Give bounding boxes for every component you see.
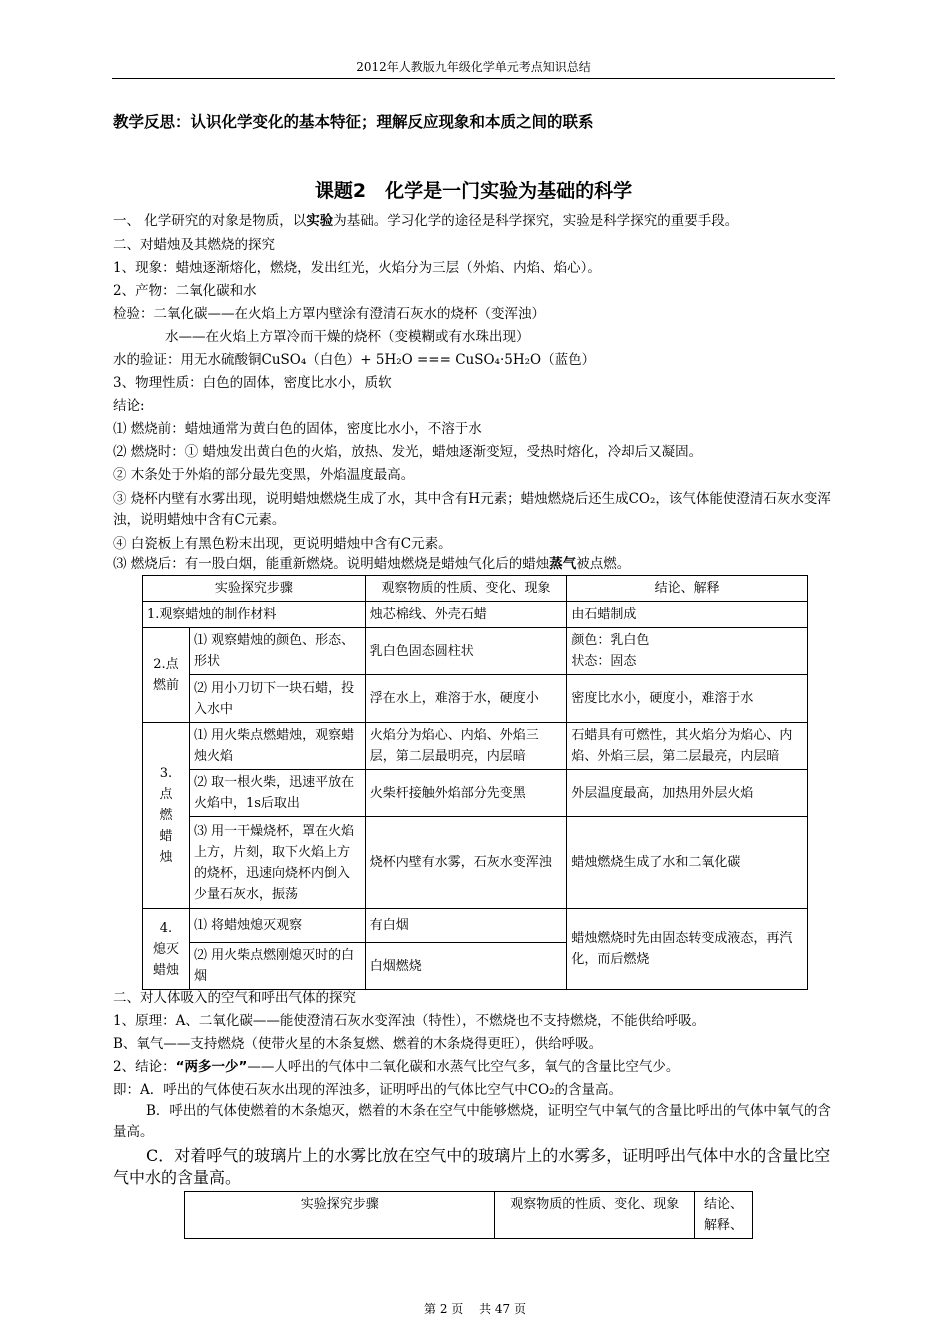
table-cell: 外层温度最高，加热用外层火焰 — [567, 770, 808, 817]
paragraph-note-4: ④ 白瓷板上有黑色粉末出现，更说明蜡烛中含有C元素。 — [113, 536, 452, 552]
teaching-reflection: 教学反思：认识化学变化的基本特征；理解反应现象和本质之间的联系 — [113, 113, 594, 131]
group-cell: 3. 点 燃 蜡 烛 — [143, 723, 190, 909]
paragraph-after-burning: ⑶ 燃烧后：有一股白烟，能重新燃烧。说明蜡烛燃烧是蜡烛气化后的蜡烛蒸气被点燃。 — [113, 556, 631, 572]
table-cell: 白烟燃烧 — [365, 943, 567, 990]
paragraph-point-a: 即：A．呼出的气体使石灰水出现的浑浊多，证明呼出的气体比空气中CO₂的含量高。 — [113, 1082, 623, 1098]
table-cell: 烧杯内壁有水雾，石灰水变浑浊 — [365, 817, 567, 909]
table-header: 结论、 解释、 — [695, 1192, 753, 1239]
table-cell: 蜡烛燃烧生成了水和二氧化碳 — [567, 817, 808, 909]
lesson-title: 课题2 化学是一门实验为基础的科学 — [314, 180, 633, 202]
paragraph-test-co2: 检验：二氧化碳——在火焰上方罩内壁涂有澄清石灰水的烧杯（变浑浊） — [113, 306, 545, 322]
candle-experiment-table — [142, 575, 808, 990]
paragraph-while-burning: ⑵ 燃烧时：① 蜡烛发出黄白色的火焰，放热、发光，蜡烛逐渐变短，受热时熔化，冷却后又凝固。 — [113, 444, 703, 460]
table-header: 实验探究步骤 — [143, 576, 366, 602]
table-cell: 乳白色固态圆柱状 — [365, 628, 567, 675]
table-cell: 有白烟 — [365, 909, 567, 943]
paragraph-physical: 3、物理性质：白色的固体，密度比水小，质软 — [113, 375, 392, 391]
table-cell: ⑴ 将蜡烛熄灭观察 — [189, 909, 365, 943]
paragraph-point-b: B．呼出的气体使燃着的木条熄灭，燃着的木条在空气中能够燃烧，证明空气中氧气的含量比呼出的气体中氧气的含量高。 — [113, 1103, 831, 1140]
paragraph-water-check: 水的验证：用无水硫酸铜CuSO₄（白色）+ 5H₂O === CuSO₄·5H₂O（蓝色） — [113, 352, 596, 368]
paragraph-principle-b: B、氧气——支持燃烧（使带火星的木条复燃、燃着的木条烧得更旺），供给呼吸。 — [113, 1036, 603, 1052]
table-cell: 蜡烛燃烧时先由固态转变成液态，再汽化，而后燃烧 — [567, 909, 808, 990]
paragraph-test-water: 水——在火焰上方罩冷而干燥的烧杯（变模糊或有水珠出现） — [165, 329, 530, 345]
group-cell: 2.点燃前 — [143, 628, 190, 723]
paragraph-note-2: ② 木条处于外焰的部分最先变黑，外焰温度最高。 — [113, 467, 415, 483]
paragraph-point-c: C．对着呼气的玻璃片上的水雾比放在空气中的玻璃片上的水雾多，证明呼出气体中水的含量比空气中水的含量高。 — [113, 1146, 831, 1187]
section-heading: 二、对蜡烛及其燃烧的探究 — [113, 237, 275, 253]
table-cell: ⑶ 用一干燥烧杯，罩在火焰上方，片刻，取下火焰上方的烧杯，迅速向烧杯内倒入少量石灰水，振荡 — [189, 817, 365, 909]
paragraph-1: 一、 化学研究的对象是物质，以实验为基础。学习化学的途径是科学探究，实验是科学探究的重要手段。 — [113, 213, 739, 229]
paragraph-note-3: ③ 烧杯内壁有水雾出现，说明蜡烛燃烧生成了水，其中含有H元素；蜡烛燃烧后还生成CO₂，该气体能使澄清石灰水变浑浊，说明蜡烛中含有C元素。 — [113, 491, 831, 528]
table-cell: ⑵ 取一根火柴，迅速平放在火焰中，1s后取出 — [189, 770, 365, 817]
table-cell: 密度比水小，硬度小，难溶于水 — [567, 675, 808, 723]
table-cell: 火柴杆接触外焰部分先变黑 — [365, 770, 567, 817]
table-cell: ⑴ 用火柴点燃蜡烛，观察蜡烛火焰 — [189, 723, 365, 770]
paragraph-principle-a: 1、原理：A、二氧化碳——能使澄清石灰水变浑浊（特性），不燃烧也不支持燃烧，不能供给呼吸。 — [113, 1013, 706, 1029]
breath-experiment-table — [184, 1191, 753, 1239]
table-cell: 由石蜡制成 — [567, 602, 808, 628]
section-heading-breath: 二、对人体吸入的空气和呼出气体的探究 — [113, 990, 356, 1006]
paragraph-phenomenon: 1、现象：蜡烛逐渐熔化，燃烧，发出红光，火焰分为三层（外焰、内焰、焰心）。 — [113, 260, 601, 276]
table-cell: 石蜡具有可燃性，其火焰分为焰心、内焰、外焰三层，第二层最亮，内层暗 — [567, 723, 808, 770]
table-cell: ⑵ 用火柴点燃刚熄灭时的白烟 — [189, 943, 365, 990]
paragraph-conclusion: 2、结论：“两多一少”——人呼出的气体中二氧化碳和水蒸气比空气多，氧气的含量比空气少。 — [113, 1059, 680, 1075]
table-header: 实验探究步骤 — [185, 1192, 495, 1239]
paragraph-before-burning: ⑴ 燃烧前：蜡烛通常为黄白色的固体，密度比水小，不溶于水 — [113, 421, 482, 437]
table-cell: 浮在水上，难溶于水，硬度小 — [365, 675, 567, 723]
table-cell: ⑴ 观察蜡烛的颜色、形态、形状 — [189, 628, 365, 675]
table-cell: 颜色：乳白色 状态：固态 — [567, 628, 808, 675]
paragraph-conclusion-label: 结论: — [113, 398, 145, 414]
table-cell: ⑵ 用小刀切下一块石蜡，投入水中 — [189, 675, 365, 723]
table-header: 观察物质的性质、变化、现象 — [365, 576, 567, 602]
table-header: 结论、解释 — [567, 576, 808, 602]
table-cell: 烛芯棉线、外壳石蜡 — [365, 602, 567, 628]
page-header: 2012年人教版九年级化学单元考点知识总结 — [112, 58, 835, 79]
page-footer: 第 2 页 共 47 页 — [424, 1302, 526, 1316]
paragraph-products: 2、产物：二氧化碳和水 — [113, 283, 257, 299]
table-header: 观察物质的性质、变化、现象 — [495, 1192, 695, 1239]
table-cell: 火焰分为焰心、内焰、外焰三层，第二层最明亮，内层暗 — [365, 723, 567, 770]
group-cell: 4. 熄灭 蜡烛 — [143, 909, 190, 990]
table-cell: 1.观察蜡烛的制作材料 — [143, 602, 366, 628]
